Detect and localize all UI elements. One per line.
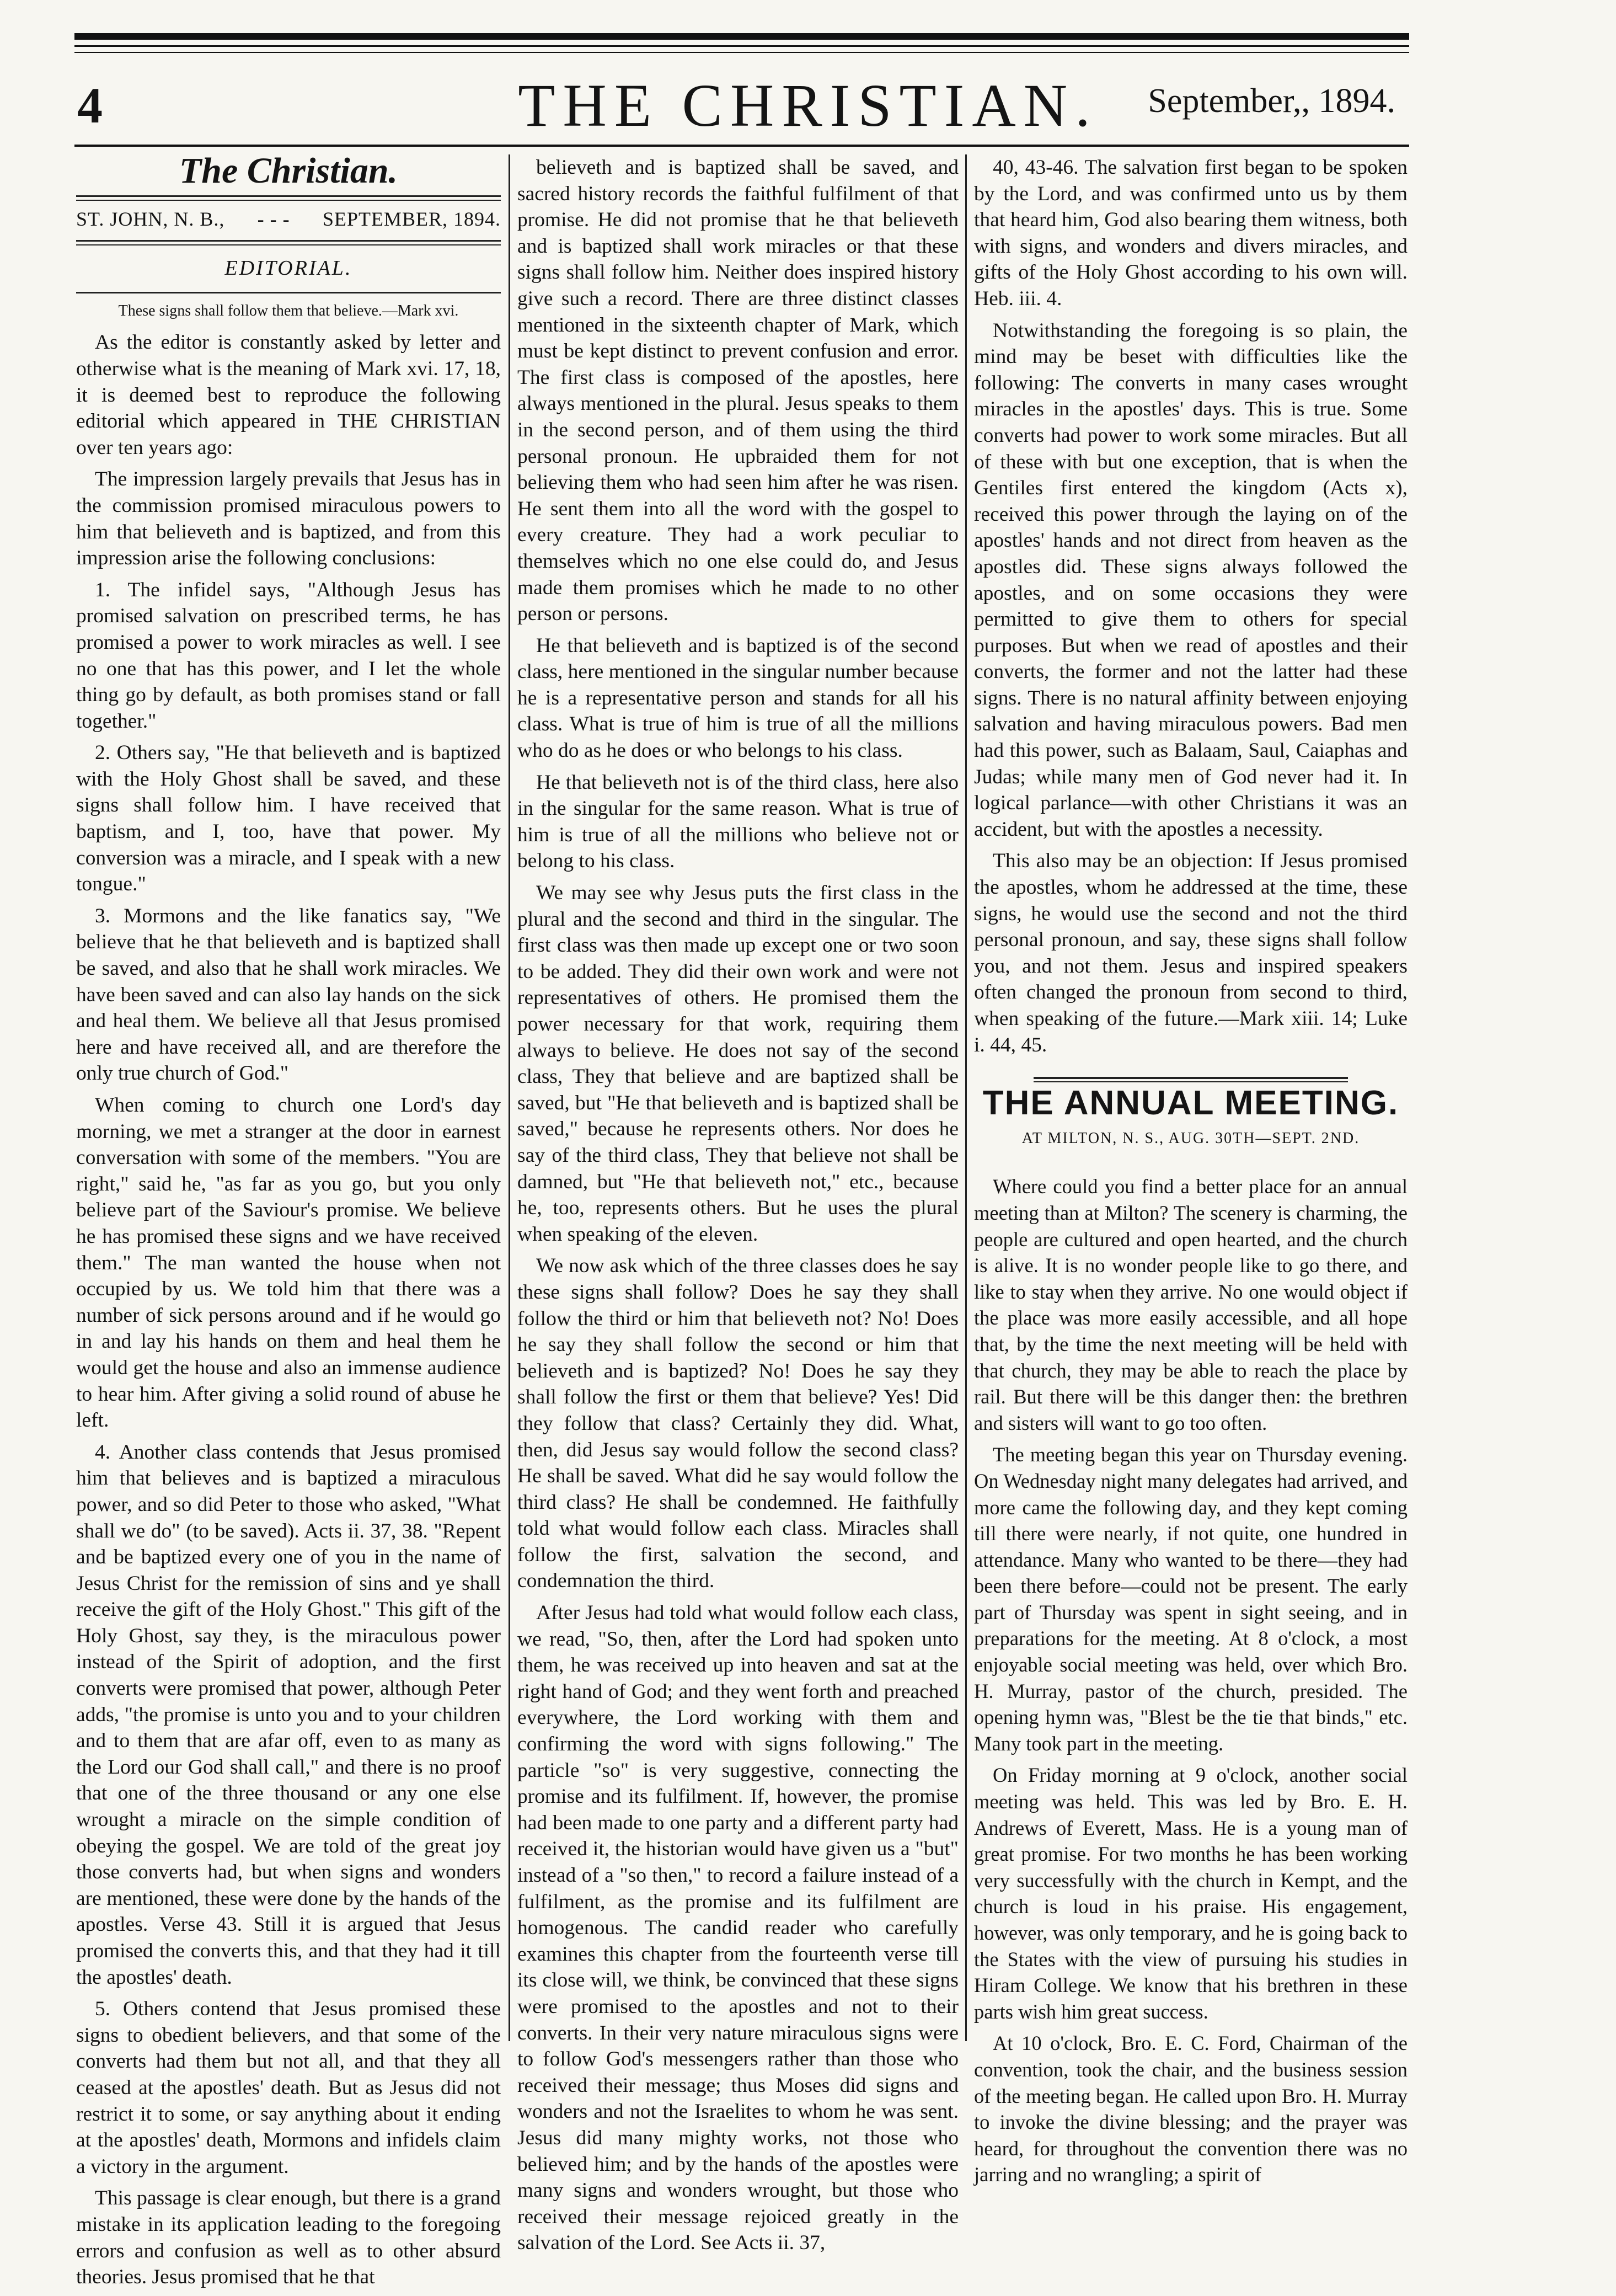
column-2 (517, 154, 959, 2262)
editorial-paragraph: This passage is clear enough, but there is a grand mistake in its application leading to the foregoing errors and confusion as well as to other absurd theories. Jesus promised that he that (76, 2187, 501, 2289)
editorial-body-col2 (517, 154, 959, 2256)
editorial-paragraph: The impression largely prevails that Jesus has in the commission promised miraculous powers to him that believeth and is baptized, and from this impression arise the following conclusions: (76, 468, 501, 570)
editorial-body-col3 (974, 154, 1408, 1058)
masthead-rule-heavy (74, 33, 1409, 40)
editorial-paragraph: We now ask which of the three classes does he say these signs shall follow? Does he say they shall follow the third or him that believeth not? No! Does he say they shall follow the second or him that believeth and is baptized? No! Does he say they shall follow the first or them that believe? Yes! Did they follow that class? Certainly they did. What, then, did Jesus say would follow the second class? He shall be saved. What did he say would follow the third class? He shall be condemned. He faithfully told what would follow each class. Miracles shall follow the first, salvation the second, and condemnation the third. (517, 1254, 959, 1593)
article-separator (974, 1077, 1408, 1082)
dateline-place: ST. JOHN, N. B., (76, 207, 225, 230)
editorial-paragraph: 40, 43-46. The salvation first began to be spoken by the Lord, and was confirmed unto us by them that heard him, God also bearing them witness, both with signs, and wonders and divers miracles, and gifts of the Holy Ghost according to his own will. Heb. iii. 4. (974, 156, 1408, 310)
editorial-rule (76, 292, 501, 293)
annual-meeting-paragraph: Where could you find a better place for an annual meeting than at Milton? The scenery is charming, the people are cultured and open hearted, and the church is alive. It is no wonder people like to go there, and like to stay when they arrive. No one would object if the place was more easily accessible, and all hope that, by the time the next meeting will be held with that church, they may be able to reach the place by rail. But there will be this danger then: the brethren and sisters will want to go too often. (974, 1175, 1408, 1434)
dateline-dots: - - - (257, 207, 290, 230)
dateline-date: SEPTEMBER, 1894. (322, 207, 501, 230)
dateline-rule (76, 240, 501, 245)
editorial-paragraph: 3. Mormons and the like fanatics say, "We believe that he that believeth and is baptized shall be saved, and also that he shall work miracles. We have been saved and can also lay hands on the sick and heal them. We believe all that Jesus promised here and have received all, and are therefore the only true church of God." (76, 904, 501, 1085)
annual-meeting-body (974, 1173, 1408, 2188)
header-rule (74, 145, 1409, 147)
dateline (76, 206, 501, 233)
column-1 (76, 151, 501, 2296)
annual-meeting-subheading: AT MILTON, N. S., AUG. 30TH—SEPT. 2ND. (1021, 1129, 1360, 1147)
editorial-paragraph: After Jesus had told what would follow each class, we read, "So, then, after the Lord had spoken unto them, he was received up into heaven and sat at the right hand of God; and they went forth and preached everywhere, the Lord working with them and confirming the word with signs following." The particle "so" is very suggestive, connecting the promise and its fulfilment. If, however, the promise had been made to one party and a different party had received it, the historian would have given us a "but" instead of a "so then," to record a failure instead of a fulfilment, as the promise and its fulfilment are homogenous. The candid reader who carefully examines this chapter from the fourteenth verse till its close will, we think, be convinced that these signs were promised to the apostles and not to their converts. In their very nature miraculous signs were to follow God's messengers rather than those who received their message; thus Moses did signs and wonders and not the Israelites to whom he was sent. Jesus did many mighty works, not those who believed him; and by the hands of the apostles were many signs and wonders wrought, but those who received their message rejoiced greatly in the salvation of the Lord. See Acts ii. 37, (517, 1601, 959, 2255)
editorial-paragraph: 4. Another class contends that Jesus promised him that believes and is baptized a miraculous power, and so did Peter to those who asked, "What shall we do" (to be saved). Acts ii. 37, 38. "Repent and be baptized every one of you in the name of Jesus Christ for the remission of sins and ye shall receive the gift of the Holy Ghost." This gift of the Holy Ghost, say they, is the miraculous power instead of the Spirit of adoption, and the first converts were promised that power, although Peter adds, "the promise is unto you and to your children and to them that are afar off, even to as many as the Lord our God shall call," and there is no proof that one of the three thousand or any one else wrought a miracle on the simple condition of obeying the gospel. We are told of the great joy those converts had, but when signs and wonders are mentioned, these were done by the hands of the apostles. Verse 43. Still it is argued that Jesus promised the converts this, and that they had it till the apostles' death. (76, 1440, 501, 1989)
editorial-heading: EDITORIAL. (224, 257, 352, 280)
masthead-rule-thin (74, 45, 1409, 47)
editorial-paragraph: He that believeth and is baptized is of the second class, here mentioned in the singular number because he is a representative person and stands for all his class. What is true of him is true of all the millions who do as he does or who belongs to his class. (517, 634, 959, 762)
editorial-paragraph: 5. Others contend that Jesus promised these signs to obedient believers, and that some of the converts had them but not all, and that they all ceased at the apostles' death. But as Jesus did not restrict it to some, or say anything about it ending at the apostles' death, Mormons and infidels claim a victory in the argument. (76, 1998, 501, 2178)
editorial-paragraph: He that believeth not is of the third class, here also in the singular for the same reason. What is true of him is true of all the millions who believe not or belong to his class. (517, 771, 959, 873)
newspaper-title: THE CHRISTIAN. (518, 72, 1098, 139)
nameplate-rule (76, 195, 501, 201)
editorial-paragraph: As the editor is constantly asked by letter and otherwise what is the meaning of Mark xvi. 17, 18, it is deemed best to reproduce the following editorial which appeared in THE CHRISTIAN over ten years ago: (76, 331, 501, 459)
editorial-body-col1 (76, 329, 501, 2290)
annual-meeting-paragraph: The meeting began this year on Thursday evening. On Wednesday night many delegates had arrived, and more came the following day, and they kept coming till there were nearly, if not quite, one hundred in attendance. Many who wanted to be there—they had been there before—could not be present. The early part of Thursday was spent in sight seeing, and in preparations for the meeting. At 8 o'clock, a most enjoyable social meeting was held, over which Bro. H. Murray, pastor of the church, presided. The opening hymn was, "Blest be the tie that binds," etc. Many took part in the meeting. (974, 1443, 1408, 1755)
editorial-paragraph: We may see why Jesus puts the first class in the plural and the second and third in the singular. The first class was then made up except one or two soon to be added. They did their own work and were not representatives of others. He promised them the power necessary for that work, requiring them always to believe. He does not say of the second class, They that believe and are baptized shall be saved, but "He that believeth and is baptized shall be saved," because he represents others. Nor does he say of the third class, They that believe not shall be damned, but "He that believeth not," etc., because he, too, represents others. But he uses the plural when speaking of the eleven. (517, 882, 959, 1246)
annual-meeting-heading: THE ANNUAL MEETING. (982, 1084, 1399, 1123)
annual-meeting-paragraph: At 10 o'clock, Bro. E. C. Ford, Chairman of the convention, took the chair, and the business session of the meeting began. He called upon Bro. H. Murray to invoke the divine blessing; and the prayer was heard, for throughout the convention there was no jarring and no wrangling; a spirit of (974, 2032, 1408, 2186)
editorial-paragraph: believeth and is baptized shall be saved, and sacred history records the faithful fulfilment of that promise. He did not promise that he that believeth and is baptized shall work miracles or that these signs shall follow him. Neither does inspired history give such a record. There are three distinct classes mentioned in the sixteenth chapter of Mark, which must be kept distinct to prevent confusion and error. The first class is composed of the apostles, here always mentioned in the plural. Jesus speaks to them in the second person, and of them using the third personal pronoun. He upbraided them for not believing them who had seen him after he was risen. He sent them into all the word with the gospel to every creature. They had a work peculiar to themselves which no one else could do, and Jesus made them promises which he made to no other person or persons. (517, 156, 959, 626)
column-divider (509, 154, 510, 2041)
column-3 (974, 154, 1408, 2193)
issue-date: September,, 1894. (1148, 82, 1395, 120)
editorial-paragraph: When coming to church one Lord's day morning, we met a stranger at the door in earnest conversation with some of the members. "You are right," said he, "as far as you go, but you only believe part of the Saviour's promise. We believe he has promised these signs and we have received them." The man wanted the house when not occupied by us. We told him that there was a number of sick persons around and if he would go in and lay his hands on them and heal them he would get the house and also an immense audience to hear him. After giving a solid round of abuse he left. (76, 1094, 501, 1432)
nameplate: The Christian. (179, 151, 398, 191)
epigraph: These signs shall follow them that believe.—Mark xvi. (118, 302, 459, 319)
column-divider (965, 154, 967, 2041)
masthead-rule-hairline (74, 52, 1409, 53)
page-number: 4 (77, 77, 103, 134)
editorial-paragraph: This also may be an objection: If Jesus promised the apostles, whom he addressed at the time, these signs, he would use the second and not the third personal pronoun, and say, these signs shall follow you, and not them. Jesus and inspired speakers often changed the pronoun from second to third, when speaking of the future.—Mark xiii. 14; Luke i. 44, 45. (974, 850, 1408, 1056)
editorial-paragraph: 1. The infidel says, "Although Jesus has promised salvation on prescribed terms, he has promised a power to work miracles as well. I see no one that has this power, and I let the whole thing go by default, as both promises stand or fall together." (76, 578, 501, 733)
annual-meeting-paragraph: On Friday morning at 9 o'clock, another social meeting was held. This was led by Bro. E. H. Andrews of Everett, Mass. He is a young man of great promise. For two months he has been working very successfully with the church in Kempt, and the church is loud in his praise. His engagement, however, was only temporary, and he is going back to the States with the view of pursuing his studies in Hiram College. We know that his brethren in these parts wish him great success. (974, 1764, 1408, 2023)
editorial-paragraph: 2. Others say, "He that believeth and is baptized with the Holy Ghost shall be saved, and these signs shall follow him. I have received that baptism, and I, too, have that power. My conversion was a miracle, and I speak with a new tongue." (76, 741, 501, 896)
editorial-paragraph: Notwithstanding the foregoing is so plain, the mind may be beset with difficulties like the following: The converts in many cases wrought miracles in the apostles' days. This is true. Some converts had power to work some miracles. But all of these with but one exception, that is when the Gentiles first entered the kingdom (Acts x), received this power through the laying on of the apostles' hands and not direct from heaven as the apostles did. These signs always followed the apostles, and on some occasions they were permitted to give them to others for special purposes. But when we read of apostles and their converts, the former and not the latter had these signs. There is no natural affinity between enjoying salvation and having miraculous powers. Bad men had this power, such as Balaam, Saul, Caiaphas and Judas; while many men of God never had it. In logical parlance—with other Christians it was an accident, but with the apostles a necessity. (974, 319, 1408, 841)
